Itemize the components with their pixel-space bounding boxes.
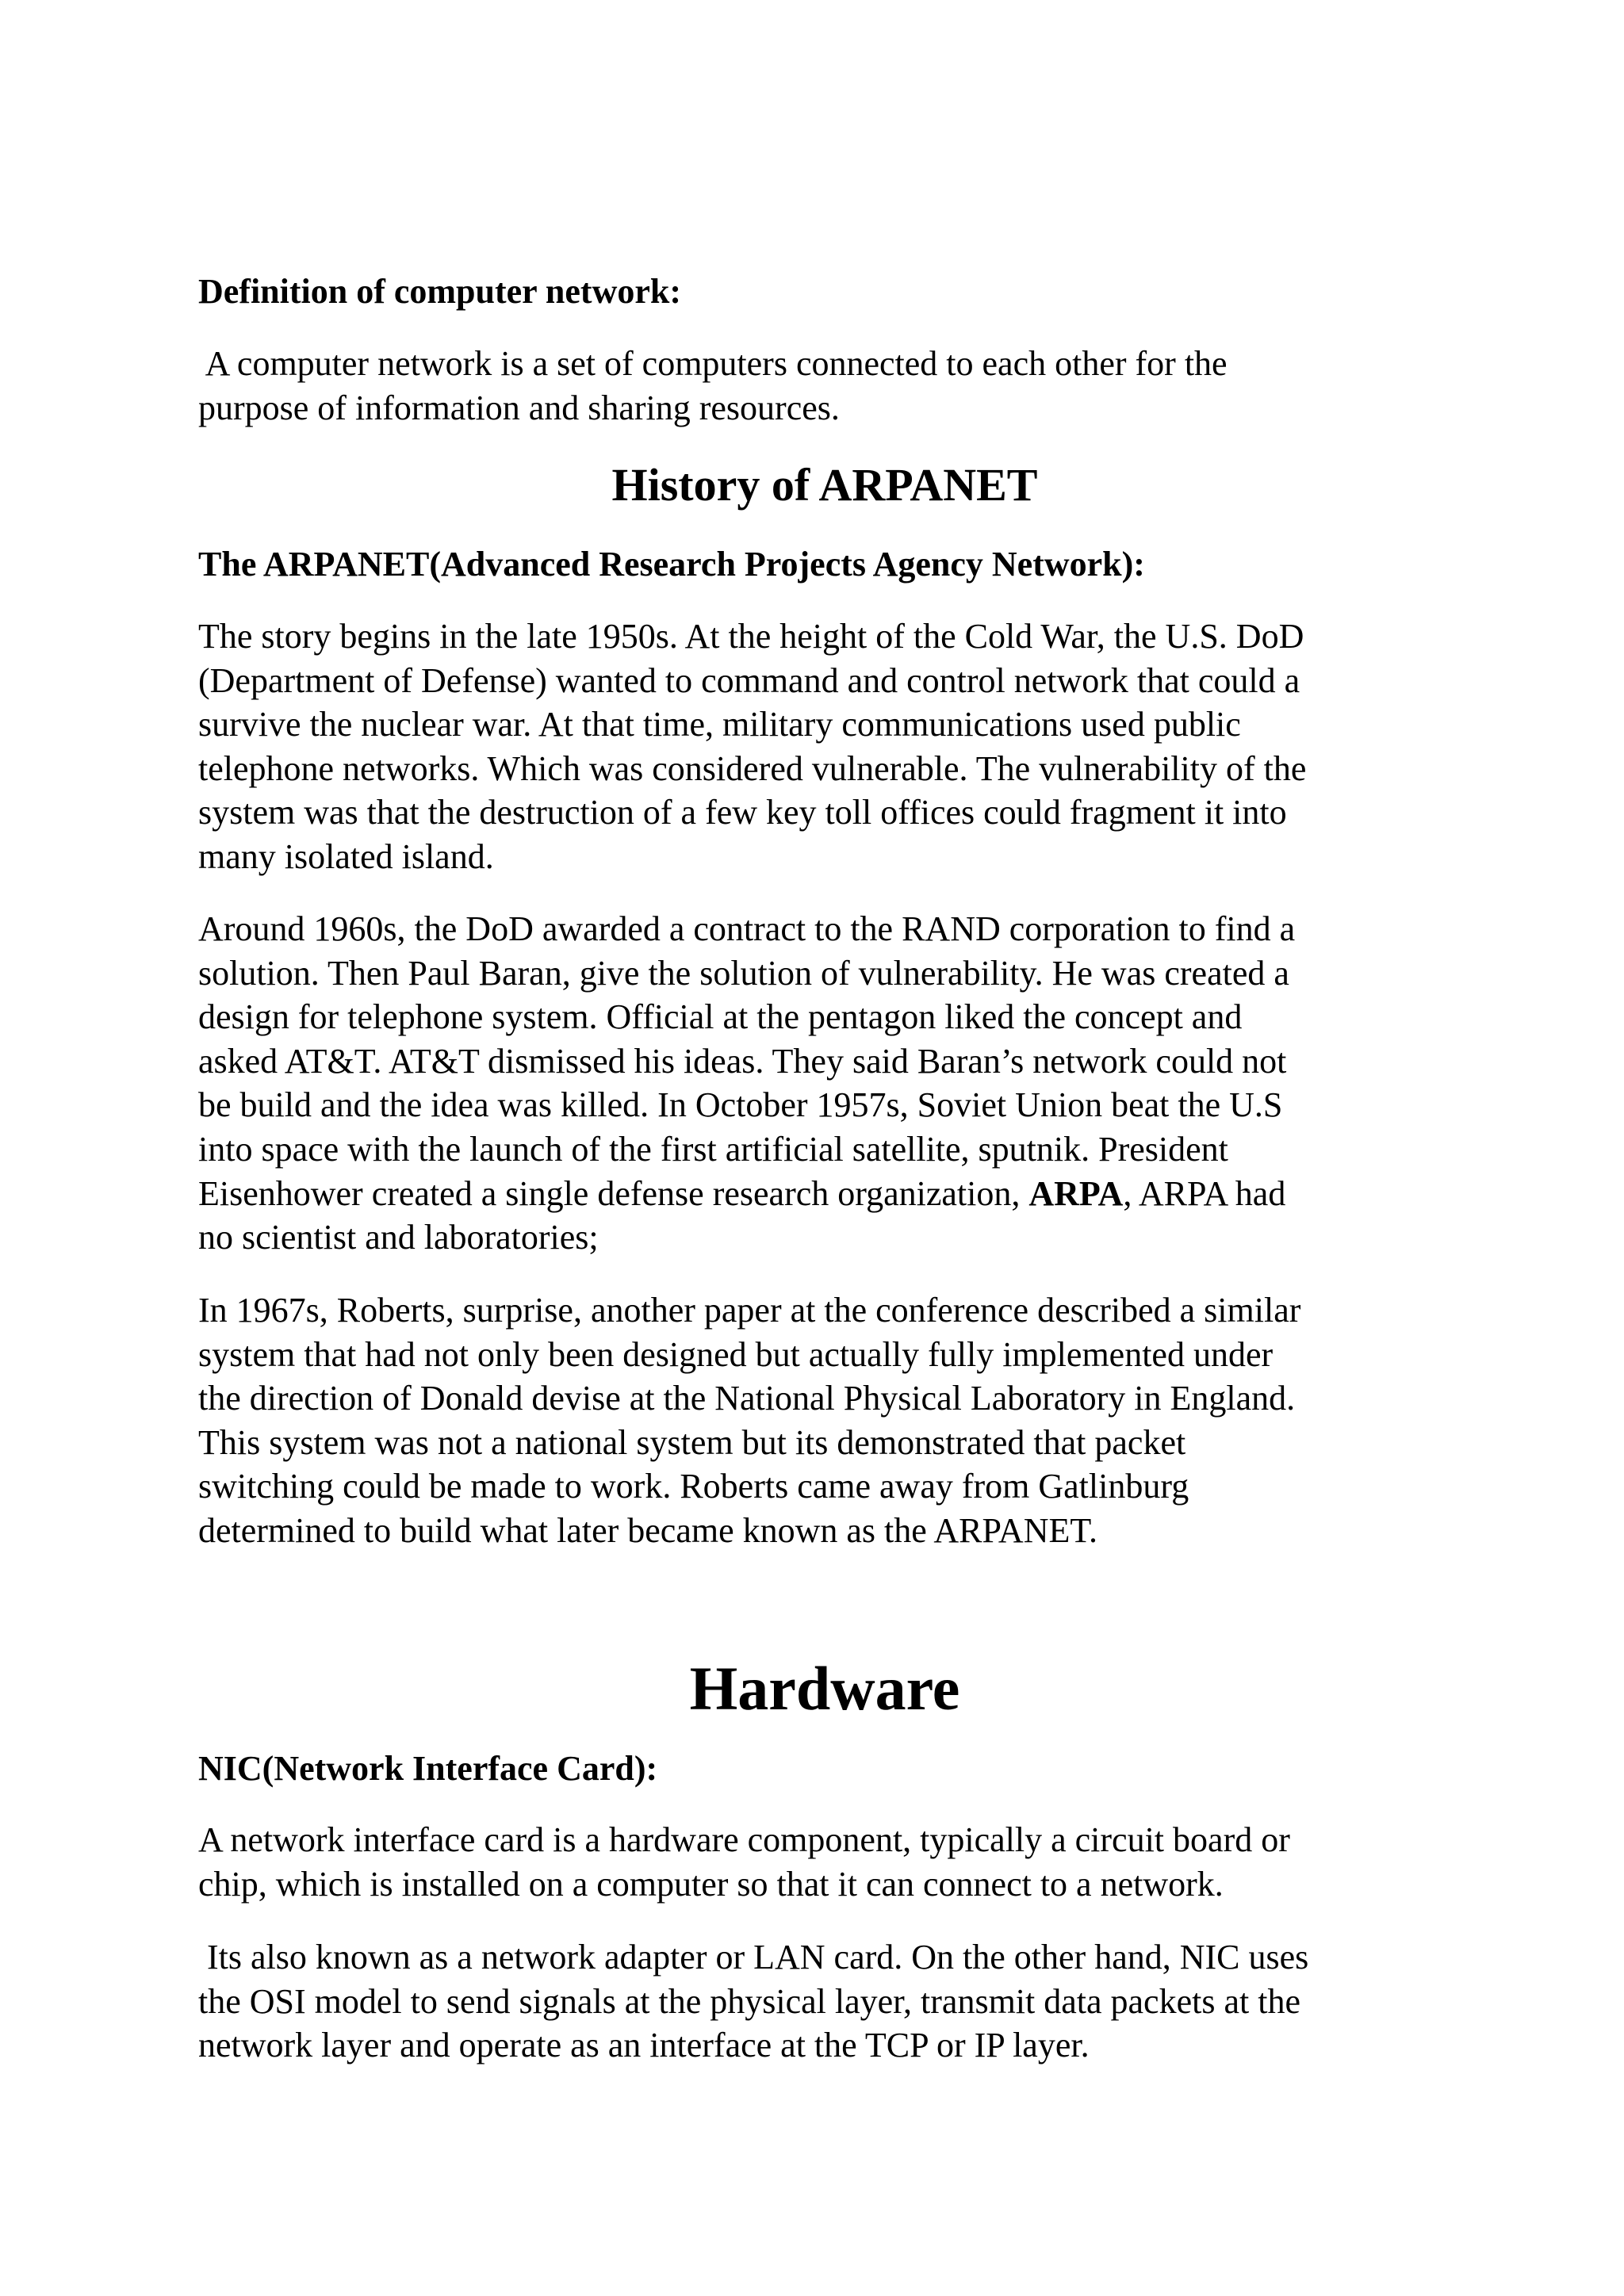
text-line: (Department of Defense) wanted to command and control network that could a — [198, 660, 1300, 700]
text-line: Its also known as a network adapter or LAN card. On the other hand, NIC uses — [198, 1938, 1309, 1976]
text-line: purpose of information and sharing resources. — [198, 388, 840, 427]
nic-subheading: NIC(Network Interface Card): — [198, 1749, 658, 1788]
text-line: into space with the launch of the first artificial satellite, sputnik. President — [198, 1129, 1228, 1169]
text-line: be build and the idea was killed. In October 1957s, Soviet Union beat the U.S — [198, 1085, 1283, 1125]
definition-paragraph — [198, 342, 1451, 430]
text-line: system was that the destruction of a few key toll offices could fragment it into — [198, 793, 1287, 832]
text-segment: , ARPA had — [1123, 1173, 1286, 1213]
text-line: chip, which is installed on a computer so that it can connect to a network. — [198, 1864, 1224, 1904]
text-line: telephone networks. Which was considered vulnerable. The vulnerability of the — [198, 748, 1307, 788]
section-title-arpanet: History of ARPANET — [611, 459, 1038, 511]
text-line: the OSI model to send signals at the physical layer, transmit data packets at the — [198, 1981, 1300, 2021]
text-line: survive the nuclear war. At that time, military communications used public — [198, 705, 1241, 744]
text-line: many isolated island. — [198, 836, 494, 876]
text-line: the direction of Donald devise at the National Physical Laboratory in England. — [198, 1379, 1296, 1418]
nic-paragraph-1 — [198, 1818, 1451, 1906]
text-line: Around 1960s, the DoD awarded a contract to the RAND corporation to find a — [198, 909, 1296, 948]
arpanet-paragraph-2 — [198, 907, 1451, 1260]
arpanet-paragraph-3 — [198, 1288, 1451, 1553]
arpanet-paragraph-1 — [198, 614, 1451, 879]
text-line — [198, 1172, 1451, 1216]
text-line: determined to build what later became known as the ARPANET. — [198, 1510, 1097, 1550]
text-line: This system was not a national system but its demonstrated that packet — [198, 1422, 1186, 1462]
arpa-bold-term: ARPA — [1028, 1173, 1124, 1213]
text-segment: Eisenhower created a single defense research organization, — [198, 1173, 1029, 1213]
section-title-hardware: Hardware — [689, 1654, 960, 1723]
definition-heading: Definition of computer network: — [198, 272, 681, 311]
text-line: system that had not only been designed but actually fully implemented under — [198, 1334, 1274, 1374]
text-line: network layer and operate as an interface at the TCP or IP layer. — [198, 2026, 1090, 2065]
text-line: In 1967s, Roberts, surprise, another paper at the conference described a similar — [198, 1291, 1301, 1330]
arpanet-subheading: The ARPANET(Advanced Research Projects Agency Network): — [198, 545, 1145, 584]
text-line: solution. Then Paul Baran, give the solution of vulnerability. He was created a — [198, 953, 1289, 993]
text-line: switching could be made to work. Roberts came away from Gatlinburg — [198, 1467, 1189, 1506]
text-line: asked AT&T. AT&T dismissed his ideas. They said Baran’s network could not — [198, 1041, 1287, 1081]
text-line: The story begins in the late 1950s. At the height of the Cold War, the U.S. DoD — [198, 617, 1304, 656]
text-line: A computer network is a set of computers connected to each other for the — [198, 344, 1228, 383]
text-line: A network interface card is a hardware component, typically a circuit board or — [198, 1820, 1290, 1859]
nic-paragraph-2 — [198, 1935, 1451, 2068]
text-line: no scientist and laboratories; — [198, 1218, 599, 1257]
text-line: design for telephone system. Official at the pentagon liked the concept and — [198, 997, 1243, 1037]
